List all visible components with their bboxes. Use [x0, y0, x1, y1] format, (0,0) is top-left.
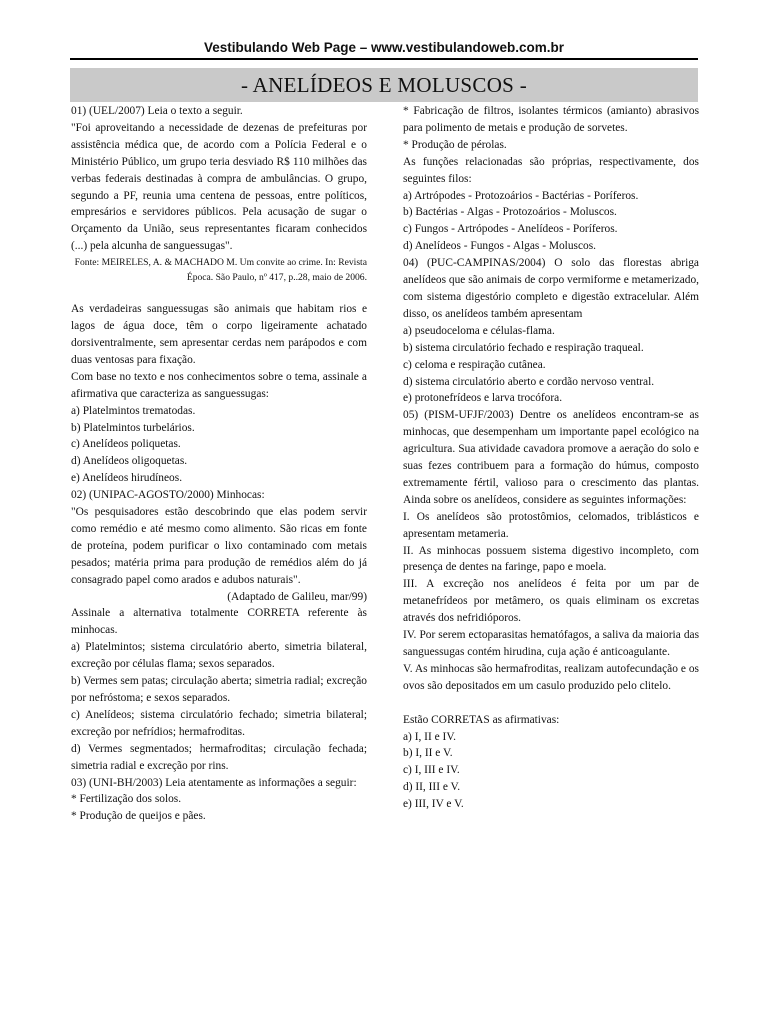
q2-source: (Adaptado de Galileu, mar/99): [227, 590, 367, 603]
q1-option-e: e) Anelídeos hirudíneos.: [71, 472, 183, 485]
q5-statement-3: III. A excreção nos anelídeos é feita por um par de metanefrídeos por metâmero, os quais eliminam os excretas através dos nefridióporos.: [403, 578, 699, 625]
q5-statement-4: IV. Por serem ectoparasitas hematófagos, a saliva da maioria das sanguessugas contém hirudina, cuja ação é anticoagulante.: [403, 629, 699, 658]
q5-statement-1: I. Os anelídeos são protostômios, celomados, triblásticos e apresentam metameria.: [403, 510, 699, 540]
q3-item-3: * Fabricação de filtros, isolantes térmicos (amianto) abrasivos para polimento de metais e produção de sorvetes.: [403, 105, 699, 134]
q5-instruction: Estão CORRETAS as afirmativas:: [403, 713, 560, 726]
q1-body-2: Com base no texto e nos conhecimentos sobre o tema, assinale a afirmativa que caracteriza as sanguessugas:: [71, 370, 367, 400]
q5-option-a: a) I, II e IV.: [403, 730, 456, 743]
q5-option-e: e) III, IV e V.: [403, 798, 464, 811]
q2-option-c: c) Anelídeos; sistema circulatório fechado; simetria bilateral; excreção por nefrídios; hermafroditas.: [71, 708, 367, 738]
q4-option-b: b) sistema circulatório fechado e respiração traqueal.: [403, 341, 644, 354]
right-column: [403, 103, 699, 813]
q2-option-a: a) Platelmintos; sistema circulatório aberto, simetria bilateral, excreção por células flama; sexos separados.: [71, 641, 367, 671]
q3-option-d: d) Anelídeos - Fungos - Algas - Moluscos.: [403, 240, 597, 253]
q5-statement-5: V. As minhocas são hermafroditas, realizam autofecundação e os ovos são depositados em um casulo produzido pelo clitelo.: [403, 662, 699, 692]
q1-source: Fonte: MEIRELES, A. & MACHADO M. Um convite ao crime. In: Revista Época. São Paulo, nº 417, p..28, maio de 2006.: [74, 257, 367, 284]
q1-quote: "Foi aproveitando a necessidade de dezenas de prefeituras por assistência médica que, de acordo com a Polícia Federal e o Ministério Público, um grupo teria desviado R$ 110 milhões das verbas federais destinadas à compra de ambulâncias. O grupo, segundo a PF, reunia uma centena de pessoas, entre políticos, empresários e servidores públicos. Pela acusação de sugar o Orçamento da União, seus representantes ficaram conhecidos (...) pela alcunha de sanguessugas".: [71, 121, 367, 253]
q5-option-d: d) II, III e V.: [403, 781, 461, 794]
q5-heading: 05) (PISM-UFJF/2003) Dentre os anelídeos encontram-se as minhocas, que desempenham um importante papel ecológico na agricultura. Sua atividade cavadora promove a aeração do solo e suas fezes contribuem para a formação do húmus, composto extremamente fértil, valioso para o crescimento das plantas. Ainda sobre os anelídeos, considere as seguintes informações:: [403, 409, 699, 506]
q3-option-a: a) Artrópodes - Protozoários - Bactérias - Poríferos.: [403, 189, 639, 202]
q2-quote: "Os pesquisadores estão descobrindo que elas podem servir como remédio e até mesmo como alimento. São ricas em fonte de proteína, podem purificar o lixo contaminado com metais pesados; matéria prima para produção de remédios além do já consagrado papel como arados e adubos naturais".: [71, 506, 367, 586]
q3-item-1: * Fertilização dos solos.: [71, 793, 182, 806]
q1-option-b: b) Platelmintos turbelários.: [71, 421, 195, 434]
q1-body-1: As verdadeiras sanguessugas são animais que habitam rios e lagos de água doce, têm o corpo ligeiramente achatado dorsiventralmente, sem apresentar cerdas nem parápodos e com duas ventosas para fixação.: [71, 303, 367, 366]
q1-option-a: a) Platelmintos trematodas.: [71, 404, 196, 417]
site-header: Vestibulando Web Page – www.vestibulandoweb.com.br: [203, 40, 565, 55]
q1-option-c: c) Anelídeos poliquetas.: [71, 438, 181, 451]
q4-option-c: c) celoma e respiração cutânea.: [403, 358, 546, 371]
q2-option-b: b) Vermes sem patas; circulação aberta; simetria radial; excreção por nefróstoma; e sexos separados.: [71, 675, 367, 704]
q4-option-e: e) protonefrídeos e larva trocófora.: [403, 392, 563, 405]
q3-option-c: c) Fungos - Artrópodes - Anelídeos - Poríferos.: [403, 223, 618, 236]
q4-option-d: d) sistema circulatório aberto e cordão nervoso ventral.: [403, 375, 655, 388]
left-column: [71, 103, 367, 825]
header-rule: [70, 58, 698, 60]
q3-item-2: * Produção de queijos e pães.: [71, 810, 206, 823]
q5-option-b: b) I, II e V.: [403, 747, 453, 760]
q3-option-b: b) Bactérias - Algas - Protozoários - Moluscos.: [403, 206, 617, 219]
q3-instruction: As funções relacionadas são próprias, respectivamente, dos seguintes filos:: [403, 155, 699, 185]
document-title: - ANELÍDEOS E MOLUSCOS -: [70, 68, 698, 102]
q3-item-4: * Produção de pérolas.: [403, 138, 507, 151]
q4-heading: 04) (PUC-CAMPINAS/2004) O solo das florestas abriga anelídeos que são animais de corpo vermiforme e metamerizado, com sistema digestório completo e digestão extracelular. Além disso, os anelídeos também apresentam: [403, 257, 699, 320]
q5-option-c: c) I, III e IV.: [403, 764, 460, 777]
q1-heading: 01) (UEL/2007) Leia o texto a seguir.: [71, 105, 243, 117]
q2-instruction: Assinale a alternativa totalmente CORRETA referente às minhocas.: [71, 607, 367, 637]
q1-option-d: d) Anelídeos oligoquetas.: [71, 455, 188, 468]
q2-option-d: d) Vermes segmentados; hermafroditas; circulação fechada; simetria radial e excreção por rins.: [71, 742, 367, 772]
q3-heading: 03) (UNI-BH/2003) Leia atentamente as informações a seguir:: [71, 776, 357, 789]
q4-option-a: a) pseudoceloma e células-flama.: [403, 324, 555, 337]
q2-heading: 02) (UNIPAC-AGOSTO/2000) Minhocas:: [71, 489, 265, 502]
q5-statement-2: II. As minhocas possuem sistema digestivo incompleto, com presença de dentes na faringe, papo e moela.: [403, 544, 699, 574]
